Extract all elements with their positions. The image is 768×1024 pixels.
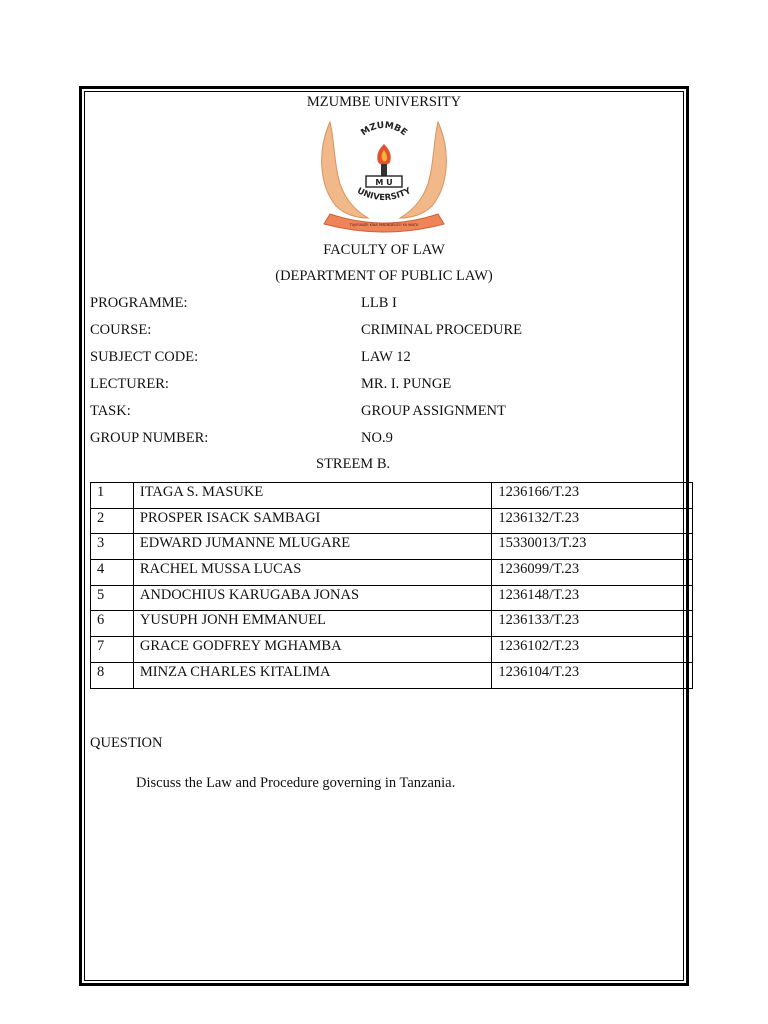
svg-text:UNIVERSITY (355, 186, 413, 203)
member-number: 7 (91, 637, 134, 663)
shield-text: M U (375, 178, 393, 187)
member-number: 4 (91, 560, 134, 586)
member-number: 1 (91, 483, 134, 509)
faculty-name: FACULTY OF LAW (323, 242, 445, 258)
logo-motto: TUJIFUNZE KWA MAENDELEO YA WATU (349, 223, 419, 227)
member-name: PROSPER ISACK SAMBAGI (133, 508, 492, 534)
member-reg-number: 1236166/T.23 (492, 483, 693, 509)
info-value: CRIMINAL PROCEDURE (361, 322, 522, 338)
info-label: TASK: (90, 403, 131, 419)
info-label: LECTURER: (90, 376, 169, 392)
info-row-task (90, 403, 680, 423)
member-name: YUSUPH JONH EMMANUEL (133, 611, 492, 637)
info-label: GROUP NUMBER: (90, 430, 209, 446)
left-tusk (322, 122, 368, 218)
logo-top-text: MZUMBE (359, 120, 409, 139)
info-row-subject-code (90, 349, 680, 369)
member-reg-number: 1236104/T.23 (492, 662, 693, 688)
table-row (91, 611, 693, 637)
members-table (90, 482, 693, 689)
member-name: ANDOCHIUS KARUGABA JONAS (133, 585, 492, 611)
info-row-programme (90, 295, 680, 315)
member-reg-number: 1236133/T.23 (492, 611, 693, 637)
info-value: LLB I (361, 295, 397, 311)
info-row-lecturer (90, 376, 680, 396)
table-row (91, 560, 693, 586)
right-tusk (400, 122, 446, 218)
table-row (91, 637, 693, 663)
table-row (91, 662, 693, 688)
info-value: NO.9 (361, 430, 393, 446)
member-number: 3 (91, 534, 134, 560)
info-value: LAW 12 (361, 349, 411, 365)
department-name: (DEPARTMENT OF PUBLIC LAW) (275, 268, 493, 284)
member-reg-number: 1236148/T.23 (492, 585, 693, 611)
table-row (91, 534, 693, 560)
info-row-course (90, 322, 680, 342)
question-heading: QUESTION (90, 735, 163, 751)
member-number: 5 (91, 585, 134, 611)
member-reg-number: 1236132/T.23 (492, 508, 693, 534)
info-label: SUBJECT CODE: (90, 349, 199, 365)
member-number: 2 (91, 508, 134, 534)
member-name: MINZA CHARLES KITALIMA (133, 662, 492, 688)
member-reg-number: 1236099/T.23 (492, 560, 693, 586)
info-value: MR. I. PUNGE (361, 376, 452, 392)
member-name: ITAGA S. MASUKE (133, 483, 492, 509)
member-reg-number: 15330013/T.23 (492, 534, 693, 560)
info-row-group-number (90, 430, 680, 450)
svg-text:MZUMBE (359, 121, 408, 139)
stream-label: STREEM B. (316, 456, 391, 472)
table-row (91, 483, 693, 509)
member-reg-number: 1236102/T.23 (492, 637, 693, 663)
member-name: GRACE GODFREY MGHAMBA (133, 637, 492, 663)
table-row (91, 585, 693, 611)
table-row (91, 508, 693, 534)
info-value: GROUP ASSIGNMENT (361, 403, 506, 419)
member-name: EDWARD JUMANNE MLUGARE (133, 534, 492, 560)
university-logo (316, 114, 452, 236)
member-name: RACHEL MUSSA LUCAS (133, 560, 492, 586)
university-name: MZUMBE UNIVERSITY (306, 94, 462, 110)
member-number: 8 (91, 662, 134, 688)
info-label: COURSE: (90, 322, 152, 338)
member-number: 6 (91, 611, 134, 637)
logo-bottom-text: UNIVERSITY (355, 186, 413, 204)
info-label: PROGRAMME: (90, 295, 188, 311)
question-text: Discuss the Law and Procedure governing in Tanzania. (136, 775, 456, 791)
